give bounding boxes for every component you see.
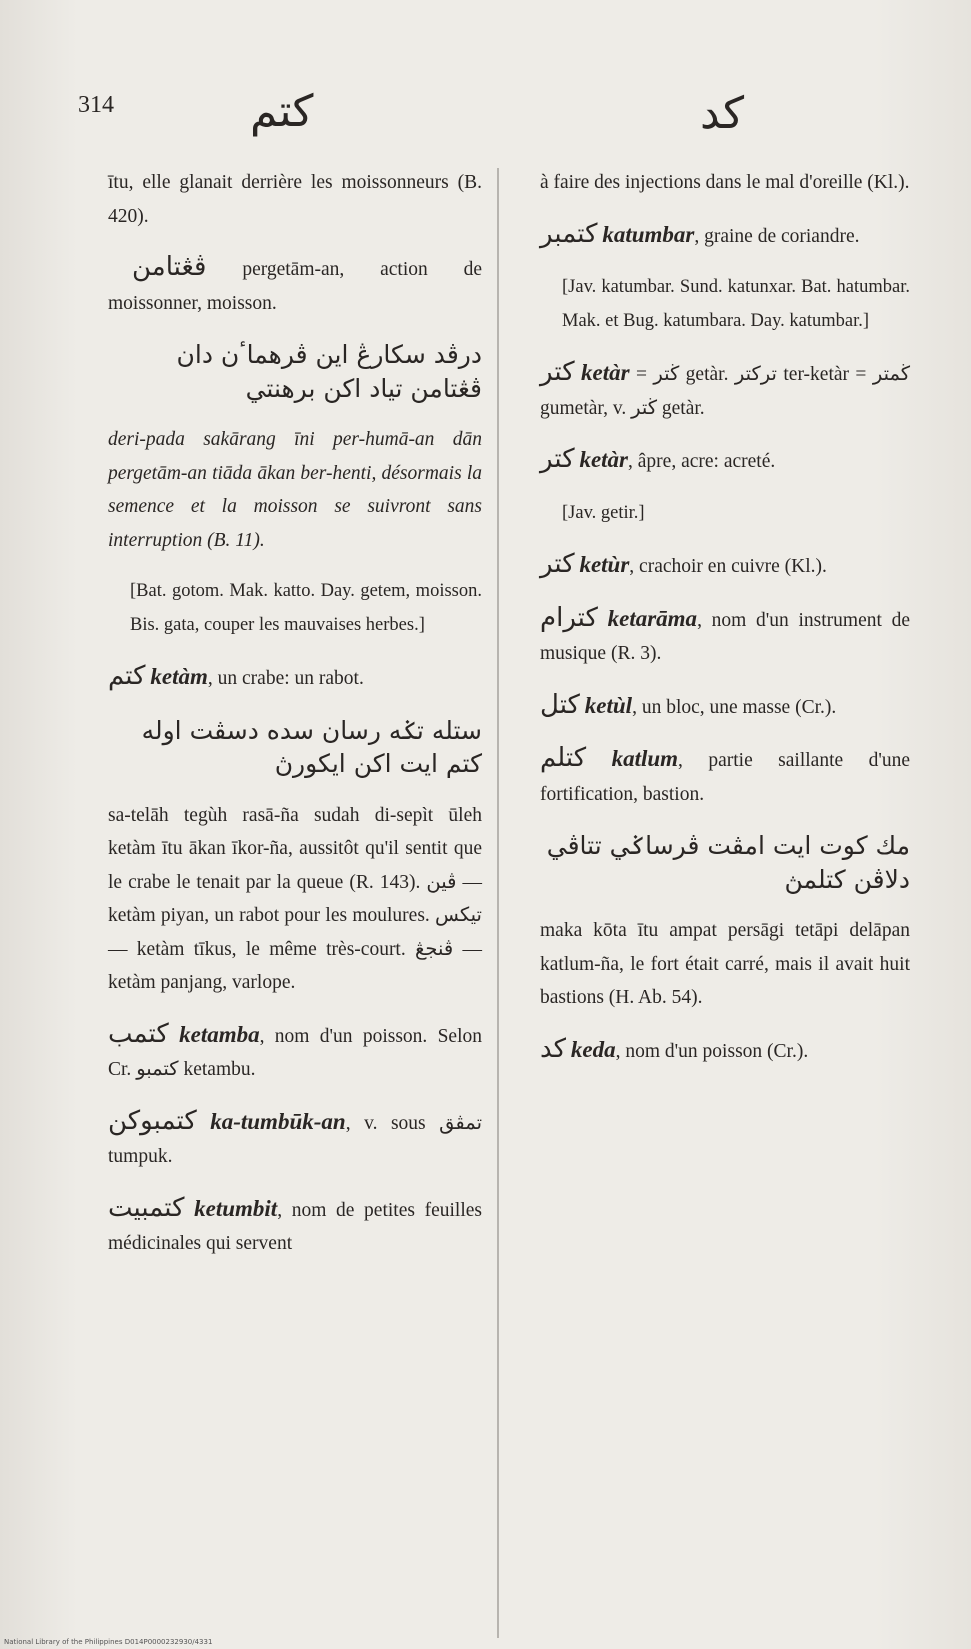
running-head-left: كتم <box>250 86 314 137</box>
scan-footer: National Library of the Philippines D014P0000232930/4331 <box>4 1638 213 1646</box>
entry-ketam: كتم ketàm, un crabe: un rabot. <box>108 661 364 691</box>
translation: deri-pada sakārang īni per-humā-an dān pergetām-an tiāda ākan ber-henti, désormais la semence et la moisson se suivront sans interruption (B. 11). <box>108 429 482 551</box>
entry-ketarama: كترام ketarāma, nom d'un instrument de musique (R. 3). <box>540 602 911 664</box>
right-column <box>540 166 910 1086</box>
entry-keda: كد keda, nom d'un poisson (Cr.). <box>540 1033 809 1064</box>
entry-continuation: ītu, elle glanait derrière les moissonneurs (B. 420). <box>108 172 482 227</box>
entry-ketul: كتل ketùl, un bloc, une masse (Cr.). <box>540 689 837 720</box>
cognates-note: [Bat. gotom. Mak. katto. Day. getem, moisson. Bis. gata, couper les mauvaises herbes.] <box>130 581 482 635</box>
cognates-katumbar: [Jav. katumbar. Sund. katunxar. Bat. hatumbar. Mak. et Bug. katumbara. Day. katumbar.] <box>562 277 910 331</box>
entry-ka-tumbukan: كتمبوكن ka-tumbūk-an, v. sous تمڤق tumpuk. <box>108 1105 482 1167</box>
arabic-quote: درڤد سكارڠ اين ڤرهماٴن دان ڤڠتامن تياد اكن برهنتي <box>176 340 482 403</box>
entry-ketur: كتر ketùr, crachoir en cuivre (Kl.). <box>540 549 827 579</box>
entry-continuation-right: à faire des injections dans le mal d'oreille (Kl.). <box>540 172 910 193</box>
entry-ketar-1: كتر ketàr = ڬتر getàr. ترکتر ter-ketàr = ڬمتر gumetàr, v. ڬتر getàr. <box>540 357 911 419</box>
entry-ketumbit: كتمبيت ketumbit, nom de petites feuilles médicinales qui servent <box>108 1192 482 1254</box>
arabic-quote-2: ستله تݢه رسان سده دسڤت اوله كتم ايت اكن ايكورڽ <box>141 715 482 778</box>
left-column <box>108 166 482 1279</box>
entry-ketamba: كتمب ketamba, nom d'un poisson. Selon Cr. كتمبو ketambu. <box>108 1018 483 1080</box>
entry-pergetaman: ڤڠتامن pergetām-an, action de moissonner, moisson. <box>108 252 482 314</box>
katlum-example: maka kōta ītu ampat persāgi tetāpi delāpan katlum-ña, le fort était carré, mais il avait huit bastions (H. Ab. 54). <box>540 920 910 1008</box>
cognates-ketar: [Jav. getir.] <box>562 502 645 523</box>
ketam-examples: sa-telāh tegùh rasā-ña sudah di-sepìt ūleh ketàm ītu ākan īkor-ña, aussitôt qu'il sentit que le crabe le tenait par la queue (R. 143). ڤين — ketàm piyan, un rabot pour les moulures. تيكس — ketàm tīkus, le même très-court. ڤنجڠ — ketàm panjang, varlope. <box>108 804 482 993</box>
entry-ketar-2: كتر ketàr, âpre, acre: acreté. <box>540 444 776 474</box>
entry-katumbar: كتمبر katumbar, graine de coriandre. <box>540 218 860 249</box>
column-divider <box>497 168 499 1638</box>
arabic-quote-right: مك كوت ايت امڤت ڤرساݢي تتاڤي دلاڤن كتلمڽ <box>546 831 910 894</box>
page-number: 314 <box>78 92 114 118</box>
running-head-right: كد <box>700 88 745 139</box>
entry-katlum: كتلم katlum, partie saillante d'une fortification, bastion. <box>540 743 910 805</box>
